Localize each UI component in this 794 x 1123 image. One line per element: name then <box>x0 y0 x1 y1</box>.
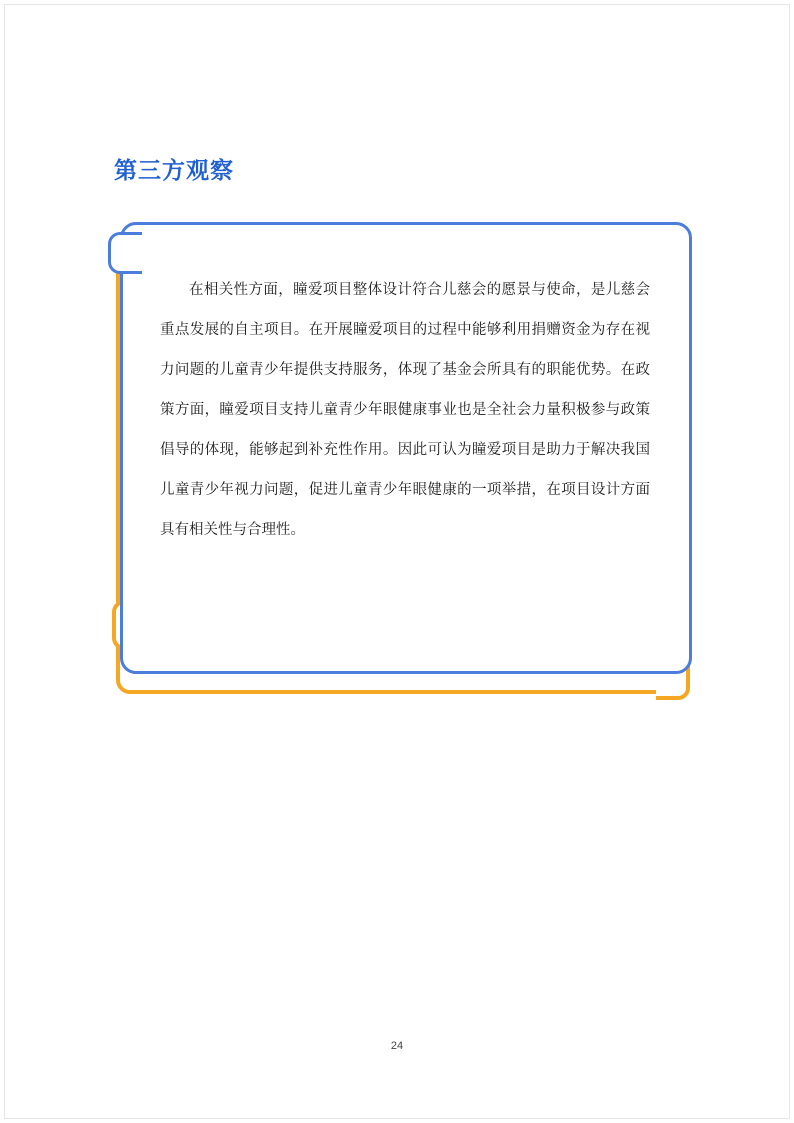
page-number: 24 <box>390 1040 404 1052</box>
callout-box <box>108 222 694 722</box>
callout-paragraph: 在相关性方面，瞳爱项目整体设计符合儿慈会的愿景与使命，是儿慈会重点发展的自主项目。在开展瞳爱项目的过程中能够利用捐赠资金为存在视力问题的儿童青少年提供支持服务，体现了基金会所具有的职能优势。在政策方面，瞳爱项目支持儿童青少年眼健康事业也是全社会力量积极参与政策倡导的体现，能够起到补充性作用。因此可认为瞳爱项目是助力于解决我国儿童青少年视力问题，促进儿童青少年眼健康的一项举措，在项目设计方面具有相关性与合理性。 <box>160 282 650 538</box>
callout-blue-left-notch <box>108 232 142 274</box>
page-title: 第三方观察 <box>114 157 234 183</box>
